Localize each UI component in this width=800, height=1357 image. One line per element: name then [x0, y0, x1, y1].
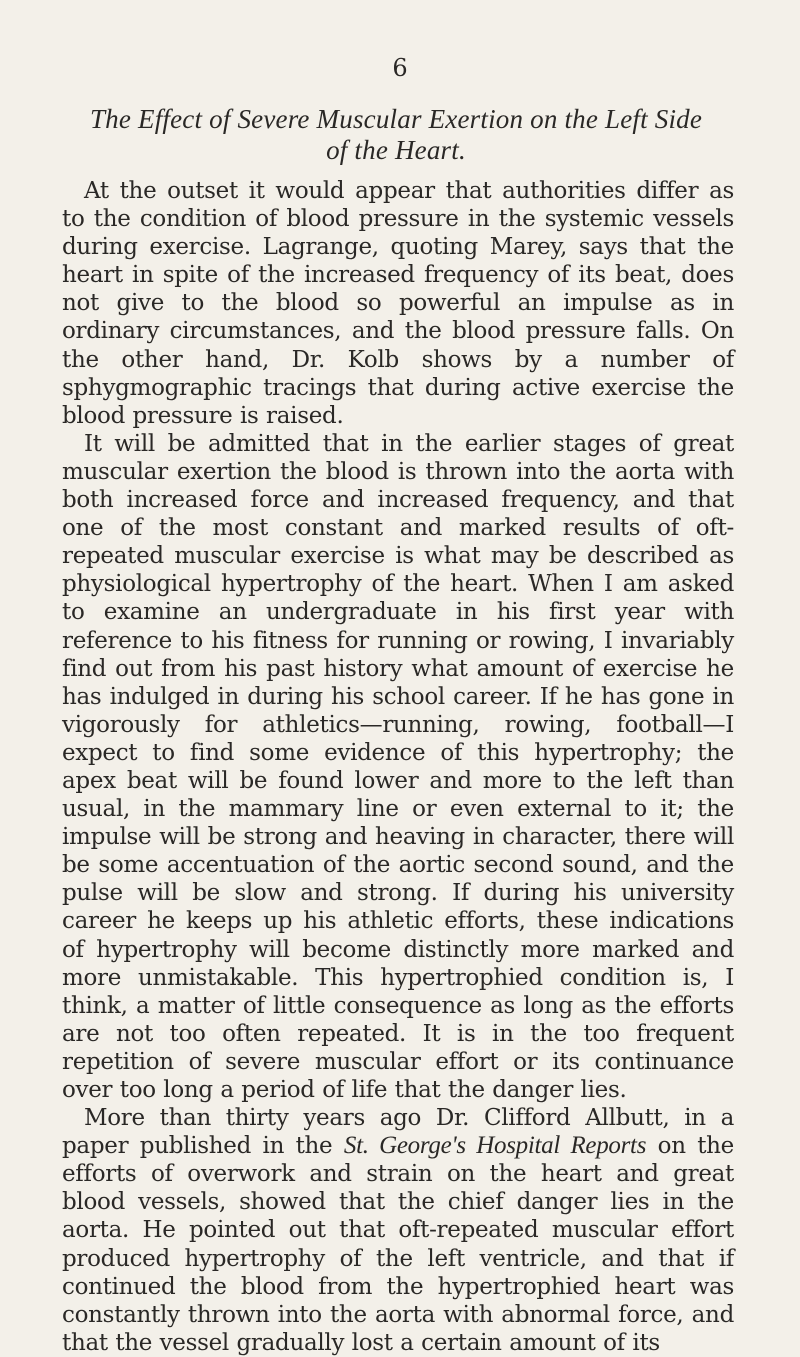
paragraph-1: At the outset it would appear that authorities differ as to the condition of blood pressure in the systemic vessels during exercise. Lagrange, quoting Marey, says that the heart in spite of the increased frequency of its beat, does not give to the blood so powerful an impulse as in ordinary circumstances, and the blood pressure falls. On the other hand, Dr. Kolb shows by a number of sphygmographic tracings that during active exercise the blood pressure is raised. [62, 178, 734, 429]
heading-line-2: of the Heart. [326, 135, 466, 165]
paragraph-3 [62, 1104, 734, 1357]
journal-title: St. George's Hospital Reports [343, 1132, 647, 1160]
paragraph-3-after: on the efforts of overwork and strain on the heart and great blood vessels, showed that the chief danger lies in the aorta. He pointed out that oft-repeated muscular effort produced hypertrophy of the left ventricle, and that if continued the blood from the hypertrophied heart was constantly thrown into the aorta with abnormal force, and that the vessel gradually lost a certain amount of its [62, 1133, 734, 1356]
body-text [62, 177, 734, 1357]
paragraph-3-before: More than thirty years ago Dr. Clifford Allbutt, in a paper published in the [62, 1105, 734, 1160]
page-number: 6 [392, 54, 408, 82]
section-heading [62, 104, 730, 166]
paragraph-2: It will be admitted that in the earlier stages of great muscular exertion the blood is thrown into the aorta with both increased force and increased frequency, and that one of the most constant and marked results of oft-repeated muscular exercise is what may be described as physiological hypertrophy of the heart. When I am asked to examine an undergraduate in his first year with reference to his fitness for running or rowing, I invariably find out from his past history what amount of exercise he has indulged in during his school career. If he has gone in vigorously for athletics—running, rowing, football—I expect to find some evidence of this hypertrophy; the apex beat will be found lower and more to the left than usual, in the mammary line or even external to it; the impulse will be strong and heaving in character, there will be some accentuation of the aortic second sound, and the pulse will be slow and strong. If during his university career he keeps up his athletic efforts, these indications of hypertrophy will become distinctly more marked and more unmistakable. This hypertrophied condition is, I think, a matter of little consequence as long as the efforts are not too often repeated. It is in the too frequent repetition of severe muscular effort or its continuance over too long a period of life that the danger lies. [62, 430, 734, 1103]
heading-line-1: The Effect of Severe Muscular Exertion on the Left Side [89, 104, 703, 134]
